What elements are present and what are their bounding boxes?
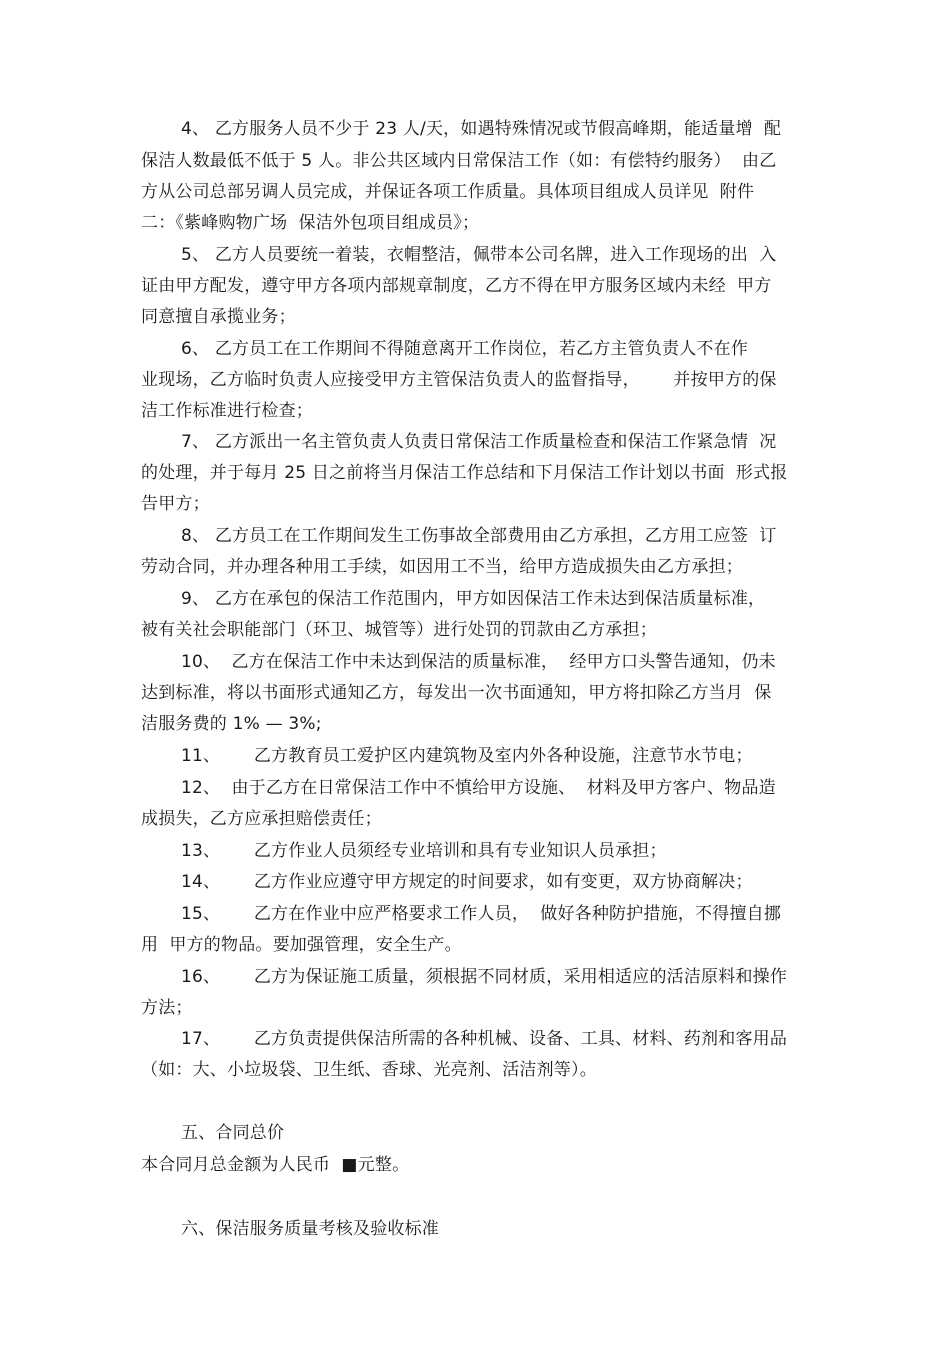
text-line: 方从公司总部另调人员完成，并保证各项工作质量。具体项目组成人员详见 附件 bbox=[141, 182, 755, 202]
text-line: 6、 乙方员工在工作期间不得随意离开工作岗位，若乙方主管负责人不在作 bbox=[181, 339, 749, 359]
text-line: 方法； bbox=[141, 998, 193, 1018]
text-line: 10、 乙方在保洁工作中未达到保洁的质量标准， 经甲方口头警告通知，仍未 bbox=[181, 652, 776, 672]
text-line: 15、 乙方在作业中应严格要求工作人员， 做好各种防护措施，不得擅自挪 bbox=[181, 904, 782, 924]
text-line: 9、 乙方在承包的保洁工作范围内，甲方如因保洁工作未达到保洁质量标准， bbox=[181, 589, 766, 609]
text-line: （如：大、小垃圾袋、卫生纸、香球、光亮剂、活洁剂等）。 bbox=[141, 1060, 597, 1080]
text-line: 劳动合同，并办理各种用工手续，如因用工不当，给甲方造成损失由乙方承担； bbox=[141, 557, 743, 577]
text-line: 13、 乙方作业人员须经专业培训和具有专业知识人员承担； bbox=[181, 841, 667, 861]
text-line: 同意擅自承揽业务； bbox=[141, 307, 296, 327]
text-line: 17、 乙方负责提供保洁所需的各种机械、设备、工具、材料、药剂和客用品 bbox=[181, 1029, 788, 1049]
section-heading: 五、合同总价 bbox=[181, 1123, 285, 1143]
text-line: 14、 乙方作业应遵守甲方规定的时间要求，如有变更，双方协商解决； bbox=[181, 872, 753, 892]
text-line: 本合同月总金额为人民币 ■元整。 bbox=[141, 1155, 410, 1175]
text-line: 洁工作标准进行检查； bbox=[141, 401, 313, 421]
text-line: 保洁人数最低不低于 5 人。非公共区域内日常保洁工作（如：有偿特约服务） 由乙 bbox=[141, 151, 777, 171]
text-line: 证由甲方配发，遵守甲方各项内部规章制度，乙方不得在甲方服务区域内未经 甲方 bbox=[141, 276, 772, 296]
text-line: 的处理，并于每月 25 日之前将当月保洁工作总结和下月保洁工作计划以书面 形式报 bbox=[141, 463, 788, 483]
text-line: 4、 乙方服务人员不少于 23 人/天，如遇特殊情况或节假高峰期，能适量增 配 bbox=[181, 119, 782, 139]
text-line: 洁服务费的 1% — 3%; bbox=[141, 714, 322, 734]
text-line: 12、 由于乙方在日常保洁工作中不慎给甲方设施、 材料及甲方客户、物品造 bbox=[181, 778, 776, 798]
text-line: 5、 乙方人员要统一着装，衣帽整洁，佩带本公司名牌，进入工作现场的出 入 bbox=[181, 245, 777, 265]
text-line: 成损失，乙方应承担赔偿责任； bbox=[141, 809, 382, 829]
text-line: 业现场，乙方临时负责人应接受甲方主管保洁负责人的监督指导， 并按甲方的保 bbox=[141, 370, 777, 390]
text-line: 16、 乙方为保证施工质量，须根据不同材质，采用相适应的活洁原料和操作 bbox=[181, 967, 788, 987]
text-line: 用 甲方的物品。要加强管理，安全生产。 bbox=[141, 935, 462, 955]
text-line: 7、 乙方派出一名主管负责人负责日常保洁工作质量检查和保洁工作紧急情 况 bbox=[181, 432, 777, 452]
text-line: 被有关社会职能部门（环卫、城管等）进行处罚的罚款由乙方承担； bbox=[141, 620, 657, 640]
text-line: 达到标准，将以书面形式通知乙方，每发出一次书面通知，甲方将扣除乙方当月 保 bbox=[141, 683, 772, 703]
text-line: 二：《紫峰购物广场 保洁外包项目组成员》； bbox=[141, 213, 480, 233]
text-line: 8、 乙方员工在工作期间发生工伤事故全部费用由乙方承担，乙方用工应签 订 bbox=[181, 526, 777, 546]
section-heading: 六、保洁服务质量考核及验收标准 bbox=[181, 1219, 439, 1239]
text-line: 11、 乙方教育员工爱护区内建筑物及室内外各种设施，注意节水节电； bbox=[181, 746, 753, 766]
text-line: 告甲方； bbox=[141, 494, 210, 514]
